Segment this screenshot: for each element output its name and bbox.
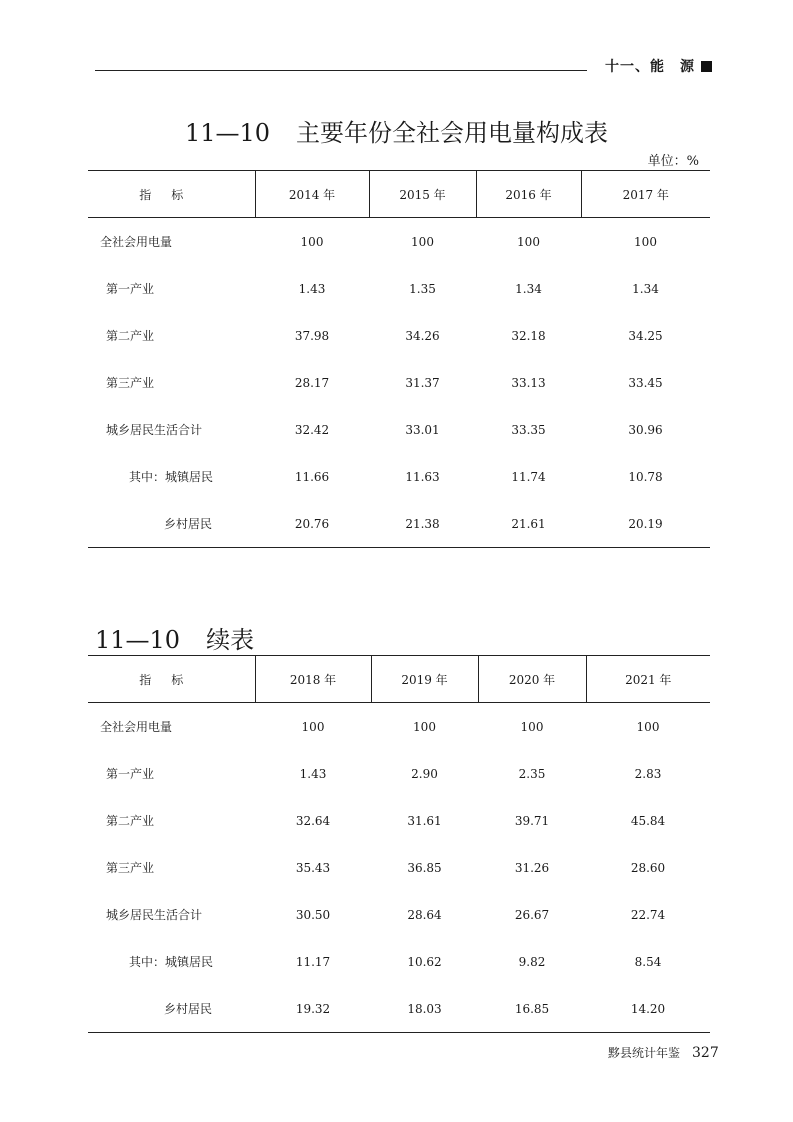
row-label: 第一产业	[106, 282, 155, 296]
row-label: 乡村居民	[88, 500, 255, 548]
row-label: 城乡居民生活合计	[106, 908, 203, 922]
data-cell: 1.34	[515, 281, 542, 296]
data-cell: 33.13	[511, 375, 546, 390]
chapter-heading: 十一、能 源	[605, 56, 712, 76]
data-cell: 26.67	[514, 907, 550, 922]
header-year: 2016 年	[476, 171, 581, 218]
data-cell: 11.63	[405, 469, 440, 484]
header-year: 2019 年	[371, 656, 478, 703]
page-number: 327	[692, 1045, 719, 1061]
data-cell: 11.74	[511, 469, 546, 484]
data-cell: 1.35	[409, 281, 436, 296]
data-cell: 32.18	[511, 328, 546, 343]
data-cell: 2.35	[518, 766, 546, 781]
data-cell: 31.26	[514, 860, 550, 875]
footer-book-title: 黟县统计年鉴	[608, 1046, 681, 1060]
row-label: 第二产业	[106, 329, 155, 343]
data-cell: 100	[520, 719, 544, 734]
data-cell: 33.35	[511, 422, 546, 437]
data-cell: 1.43	[299, 766, 327, 781]
data-cell: 35.43	[295, 860, 331, 875]
table-row	[88, 797, 710, 844]
data-cell: 33.45	[628, 375, 663, 390]
table2-title-text: 续表	[206, 626, 255, 654]
data-cell: 20.76	[255, 500, 369, 548]
data-cell: 100	[411, 234, 434, 249]
data-cell: 21.38	[369, 500, 476, 548]
data-cell: 100	[517, 234, 540, 249]
data-cell: 37.98	[294, 328, 330, 343]
table1-body	[88, 218, 710, 548]
table-row	[88, 750, 710, 797]
row-label: 乡村居民	[88, 985, 255, 1033]
table-row	[88, 844, 710, 891]
data-cell: 10.62	[407, 954, 442, 969]
data-cell: 31.37	[405, 375, 440, 390]
data-cell: 21.61	[476, 500, 581, 548]
table-row	[88, 703, 710, 751]
table1-code: 11—10	[184, 119, 271, 147]
data-cell: 36.85	[407, 860, 442, 875]
data-cell: 10.78	[628, 469, 663, 484]
data-cell: 39.71	[514, 813, 550, 828]
table1-title	[0, 113, 793, 148]
row-label: 其中：城镇居民	[129, 470, 214, 484]
table-row	[88, 985, 710, 1033]
data-cell: 33.01	[405, 422, 440, 437]
header-year: 2018 年	[255, 656, 371, 703]
header-year: 2017 年	[581, 171, 710, 218]
header-indicator: 指标	[88, 171, 255, 218]
table2-code: 11—10	[95, 626, 181, 654]
data-cell: 100	[300, 234, 324, 249]
data-cell: 1.43	[298, 281, 326, 296]
table-row	[88, 453, 710, 500]
data-cell: 11.17	[295, 954, 331, 969]
data-cell: 100	[413, 719, 436, 734]
table-row	[88, 359, 710, 406]
header-year: 2014 年	[255, 171, 369, 218]
unit-label: 单位：%	[647, 154, 699, 169]
table2-title	[95, 620, 254, 655]
table-header-row	[88, 171, 710, 218]
data-cell: 34.25	[628, 328, 663, 343]
data-cell: 100	[634, 234, 657, 249]
data-cell: 28.60	[630, 860, 666, 875]
data-cell: 9.82	[518, 954, 546, 969]
page-footer	[608, 1044, 719, 1061]
data-cell: 100	[301, 719, 325, 734]
header-indicator: 指标	[88, 656, 255, 703]
table-row	[88, 500, 710, 548]
header-year: 2015 年	[369, 171, 476, 218]
table-row	[88, 312, 710, 359]
row-label: 第三产业	[106, 861, 155, 875]
row-label: 第二产业	[106, 814, 155, 828]
data-cell: 22.74	[630, 907, 666, 922]
table-row	[88, 265, 710, 312]
data-cell: 16.85	[478, 985, 586, 1033]
table1-title-text: 主要年份全社会用电量构成表	[296, 119, 609, 147]
table2	[88, 655, 710, 1033]
data-cell: 32.64	[295, 813, 331, 828]
table-header-row	[88, 656, 710, 703]
data-cell: 32.42	[294, 422, 330, 437]
header-year: 2020 年	[478, 656, 586, 703]
data-cell: 28.17	[294, 375, 330, 390]
row-label: 全社会用电量	[100, 720, 173, 734]
data-cell: 28.64	[407, 907, 442, 922]
header-year: 2021 年	[586, 656, 710, 703]
table-row	[88, 218, 710, 266]
data-cell: 18.03	[371, 985, 478, 1033]
data-cell: 1.34	[632, 281, 659, 296]
data-cell: 31.61	[407, 813, 442, 828]
data-cell: 30.96	[628, 422, 663, 437]
data-cell: 34.26	[405, 328, 440, 343]
table2-body	[88, 703, 710, 1033]
table-row	[88, 938, 710, 985]
row-label: 第一产业	[106, 767, 155, 781]
row-label: 第三产业	[106, 376, 155, 390]
data-cell: 2.83	[634, 766, 662, 781]
header-rule	[95, 70, 587, 71]
data-cell: 8.54	[634, 954, 662, 969]
data-cell: 100	[636, 719, 660, 734]
row-label: 全社会用电量	[100, 235, 173, 249]
row-label: 其中：城镇居民	[129, 955, 214, 969]
data-cell: 2.90	[411, 766, 438, 781]
square-bullet-icon	[701, 61, 712, 72]
data-cell: 20.19	[581, 500, 710, 548]
data-cell: 30.50	[295, 907, 331, 922]
data-cell: 14.20	[586, 985, 710, 1033]
data-cell: 45.84	[630, 813, 666, 828]
table-row	[88, 891, 710, 938]
table-row	[88, 406, 710, 453]
table1	[88, 170, 710, 548]
data-cell: 19.32	[255, 985, 371, 1033]
row-label: 城乡居民生活合计	[106, 423, 203, 437]
data-cell: 11.66	[294, 469, 330, 484]
